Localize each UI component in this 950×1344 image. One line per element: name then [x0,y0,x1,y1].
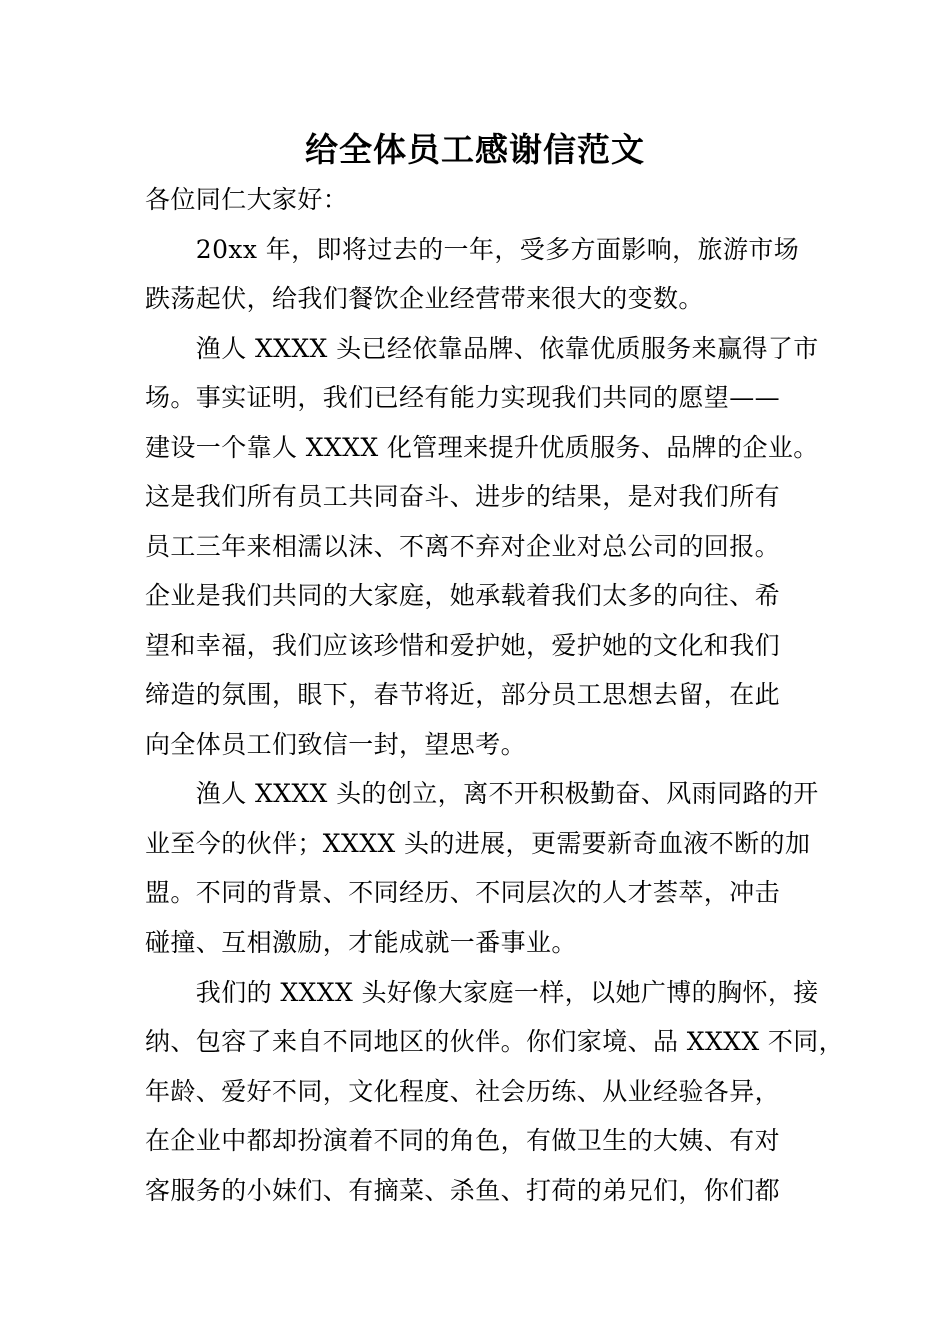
body-line: 业至今的伙伴；XXXX 头的进展，更需要新奇血液不断的加 [145,829,811,858]
body-line: 盟。不同的背景、不同经历、不同层次的人才荟萃，冲击 [145,878,781,907]
body-line: 客服务的小妹们、有摘菜、杀鱼、打荷的弟兄们，你们都 [145,1176,781,1205]
body-line: 我们的 XXXX 头好像大家庭一样，以她广博的胸怀，接 [145,978,819,1007]
document-title: 给全体员工感谢信范文 [305,130,645,169]
body-line: 年龄、爱好不同，文化程度、社会历练、从业经验各异， [145,1077,781,1106]
body-line: 在企业中都却扮演着不同的角色，有做卫生的大姨、有对 [145,1126,781,1155]
body-line: 望和幸福，我们应该珍惜和爱护她，爱护她的文化和我们 [145,631,781,660]
body-line: 渔人 XXXX 头已经依靠品牌、依靠优质服务来赢得了市 [145,334,819,363]
body-line: 渔人 XXXX 头的创立，离不开积极勤奋、风雨同路的开 [145,779,819,808]
body-line: 向全体员工们致信一封，望思考。 [145,730,527,759]
body-line: 跌荡起伏，给我们餐饮企业经营带来很大的变数。 [145,284,704,313]
body-line: 这是我们所有员工共同奋斗、进步的结果，是对我们所有 [145,482,781,511]
body-line: 缔造的氛围，眼下，春节将近，部分员工思想去留，在此 [145,680,781,709]
body-line: 建设一个靠人 XXXX 化管理来提升优质服务、品牌的企业。 [145,433,819,462]
body-line: 场。事实证明，我们已经有能力实现我们共同的愿望—— [145,383,781,412]
body-line: 20xx 年，即将过去的一年，受多方面影响，旅游市场 [145,235,800,264]
body-line: 碰撞、互相激励，才能成就一番事业。 [145,928,577,957]
body-line: 企业是我们共同的大家庭，她承载着我们太多的向往、希 [145,581,781,610]
body-line: 各位同仁大家好： [145,185,349,214]
body-line: 纳、包容了来自不同地区的伙伴。你们家境、品 XXXX 不同， [145,1027,845,1056]
body-line: 员工三年来相濡以沫、不离不弃对企业对总公司的回报。 [145,532,781,561]
